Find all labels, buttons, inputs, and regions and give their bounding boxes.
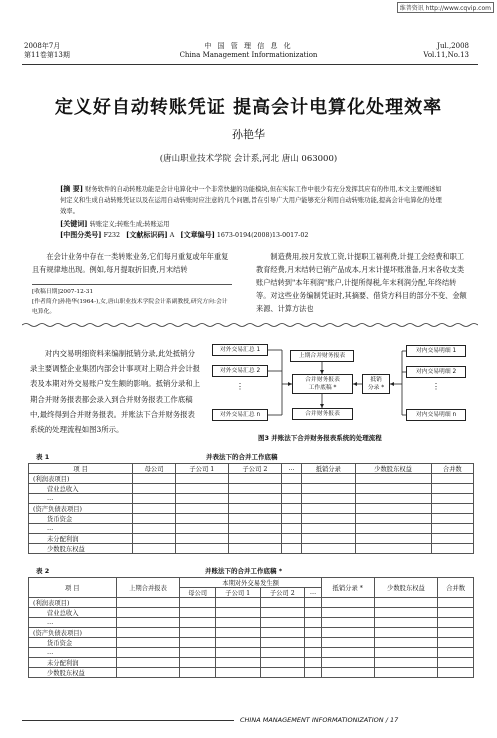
table-cell: [260, 618, 305, 628]
table-cell: [281, 524, 301, 534]
body-right-text: 制造费用,按月发放工资,计提职工福利费,计提工会经费和职工教育经费,月末结转已销产品成本,月末计提坏账准备,月末各收支类账户结转到"本年利润"账户,计提所得税,年末利润分配,年终结转等。对这些业务编制凭证时,其摘要、借贷方科目的部分不变、金额来源、计算方法也: [256, 252, 467, 313]
page-footer: CHINA MANAGEMENT INFORMATIONIZATION / 17: [240, 716, 399, 724]
table-cell: [215, 608, 260, 618]
table-row: [29, 648, 474, 658]
table-cell: [355, 544, 431, 554]
table-cell: [374, 668, 438, 678]
table-cell: [180, 618, 216, 628]
table-cell: [180, 608, 216, 618]
keywords-label: [关键词]: [60, 219, 88, 228]
table1-header-cell: 抵销分录: [302, 464, 356, 474]
table-cell: [302, 534, 356, 544]
table-cell: [175, 494, 228, 504]
table-cell: [133, 474, 175, 484]
table1-header-cell: 项 目: [29, 464, 133, 474]
box-elimination-entries: 抵销 分录 *: [362, 374, 390, 394]
header-issue: 第11卷第13期: [24, 51, 70, 59]
table-row: [29, 668, 474, 678]
table-cell: [228, 484, 281, 494]
table2-label: 表 2: [36, 567, 50, 575]
table-row: [29, 618, 474, 628]
table-cell: [355, 514, 431, 524]
table-cell: [215, 648, 260, 658]
footer-rule: [22, 720, 234, 721]
table-cell: [431, 524, 473, 534]
table-cell: [175, 504, 228, 514]
body-left-column: [32, 250, 232, 276]
section-paragraph: 对内交易明细资料来编制抵销分录,此处抵销分录主要调整企业集团内部会计事项对上期合并会计报表及本期对外交易账户发生额的影响。抵销分录和上期合并财务报表都会录入到合并财务报表工作底稿中,最终得到合并财务报表。并账法下合并财务报表系统的处理流程如图3所示。: [30, 349, 200, 435]
row-label: 营业总收入: [29, 484, 133, 494]
row-label: …: [29, 618, 117, 628]
table2-header-elimination: 抵销分录 *: [321, 578, 374, 598]
table-cell: [302, 484, 356, 494]
table-row: [29, 504, 474, 514]
table2-header-group: 本期对外交易发生额: [180, 578, 322, 588]
body-left-text: 在会计业务中存在一类转账业务,它们每月重复或年年重复且有规律地出现。例如,每月提取折旧费,月末结转: [32, 252, 229, 274]
table-cell: [260, 638, 305, 648]
box-previous-consolidated: 上期合并财务报表: [290, 350, 354, 362]
table-cell: [228, 544, 281, 554]
table-cell: [302, 494, 356, 504]
table2-header-sub: 母公司: [180, 588, 216, 598]
table-cell: [321, 598, 374, 608]
table-cell: [180, 658, 216, 668]
table-cell: [175, 544, 228, 554]
table-cell: [228, 524, 281, 534]
table-row: [29, 628, 474, 638]
journal-title-cn: 中 国 管 理 信 息 化: [204, 42, 293, 50]
table1-header-cell: …: [281, 464, 301, 474]
ellipsis-right: ⋮: [432, 382, 440, 391]
table-cell: [374, 648, 438, 658]
table2-header-sub: …: [305, 588, 322, 598]
table-cell: [305, 638, 322, 648]
table1-header-cell: 合并数: [431, 464, 473, 474]
table-cell: [180, 668, 216, 678]
table-cell: [431, 474, 473, 484]
table-cell: [355, 494, 431, 504]
table-row: [29, 524, 474, 534]
table-cell: [260, 628, 305, 638]
table-cell: [215, 618, 260, 628]
table-row: [29, 494, 474, 504]
row-label: 未分配利润: [29, 658, 117, 668]
header-volume: Vol.11,No.13: [423, 51, 469, 59]
table-cell: [438, 608, 474, 618]
ellipsis-left: ⋮: [236, 382, 244, 391]
section-divider: [22, 322, 478, 328]
table-cell: [355, 504, 431, 514]
row-label: …: [29, 494, 133, 504]
table-cell: [228, 494, 281, 504]
table-cell: [281, 544, 301, 554]
table-cell: [281, 474, 301, 484]
table-cell: [302, 544, 356, 554]
table-cell: [431, 534, 473, 544]
table-cell: [260, 658, 305, 668]
table-row: [29, 638, 474, 648]
table2-header-sub: 子公司 2: [260, 588, 305, 598]
article-number-label: [文章编号]: [180, 230, 215, 239]
box-external-summary-2: 对外交易汇总 2: [212, 365, 268, 377]
table1: [28, 463, 474, 554]
footnote-author: [作者简介]孙艳华(1964-),女,唐山职业技术学院会计系副教授,研究方向:会计电算化。: [32, 299, 228, 315]
table-cell: [180, 628, 216, 638]
box-consolidated-statement: 合并财务报表: [292, 408, 353, 420]
table-cell: [180, 648, 216, 658]
table-cell: [133, 544, 175, 554]
table-cell: [215, 628, 260, 638]
table-cell: [116, 618, 180, 628]
row-label: …: [29, 524, 133, 534]
table1-header-cell: 子公司 2: [228, 464, 281, 474]
abstract-label: [摘 要]: [60, 184, 84, 193]
row-label: 未分配利润: [29, 534, 133, 544]
table-cell: [175, 524, 228, 534]
table-cell: [305, 658, 322, 668]
table-cell: [133, 484, 175, 494]
table1-label: 表 1: [36, 453, 50, 461]
table-cell: [374, 658, 438, 668]
footnote: [32, 284, 232, 317]
table2-header-row-1: [29, 578, 474, 588]
box-internal-detail-2: 对内交易明细 2: [406, 366, 466, 378]
table-cell: [281, 504, 301, 514]
table-cell: [302, 504, 356, 514]
table-cell: [321, 608, 374, 618]
table-cell: [133, 504, 175, 514]
journal-title-en: China Management Informationization: [179, 51, 318, 59]
table1-header-cell: 母公司: [133, 464, 175, 474]
author-name: 孙艳华: [232, 128, 265, 141]
header-right: [423, 42, 469, 60]
row-label: 货币资金: [29, 638, 117, 648]
table-cell: [133, 524, 175, 534]
table-cell: [116, 638, 180, 648]
body-right-column: [256, 250, 470, 315]
box-internal-detail-n: 对内交易明细 n: [406, 409, 466, 421]
table-cell: [305, 628, 322, 638]
table-cell: [281, 484, 301, 494]
table-cell: [305, 608, 322, 618]
table-cell: [228, 504, 281, 514]
table-cell: [305, 618, 322, 628]
table-cell: [431, 494, 473, 504]
row-label: 少数股东权益: [29, 668, 117, 678]
box-external-summary-1: 对外交易汇总 1: [212, 344, 268, 356]
keywords-text: 转账定义;转账生成;转账运用: [89, 221, 170, 228]
header-rule: [22, 64, 478, 65]
table-cell: [260, 648, 305, 658]
table-cell: [133, 494, 175, 504]
header-date: 2008年7月: [24, 42, 61, 50]
table-cell: [321, 668, 374, 678]
table-cell: [374, 608, 438, 618]
table1-title: 并表法下的合并工作底稿: [206, 453, 278, 461]
table-cell: [228, 534, 281, 544]
table-cell: [175, 484, 228, 494]
table-cell: [175, 474, 228, 484]
table-row: [29, 474, 474, 484]
table-cell: [260, 598, 305, 608]
row-label: 少数股东权益: [29, 544, 133, 554]
box-external-summary-n: 对外交易汇总 n: [212, 409, 268, 421]
table-cell: [281, 534, 301, 544]
table-cell: [305, 598, 322, 608]
table-cell: [305, 668, 322, 678]
table-cell: [175, 514, 228, 524]
table-cell: [228, 514, 281, 524]
section-text: [30, 346, 200, 437]
table-row: [29, 544, 474, 554]
table-cell: [302, 514, 356, 524]
classification-line: [60, 229, 445, 241]
table-row: [29, 484, 474, 494]
table-cell: [281, 494, 301, 504]
table-row: [29, 598, 474, 608]
table-cell: [374, 618, 438, 628]
table-cell: [321, 618, 374, 628]
box-internal-detail-1: 对内交易明细 1: [406, 345, 466, 357]
article-number-value: 1673-0194(2008)13-0017-02: [216, 232, 309, 239]
table-cell: [180, 638, 216, 648]
table-cell: [355, 524, 431, 534]
table-cell: [215, 598, 260, 608]
table-row: [29, 534, 474, 544]
table1-header-cell: 子公司 1: [175, 464, 228, 474]
table-cell: [355, 474, 431, 484]
table-cell: [431, 544, 473, 554]
table-cell: [116, 608, 180, 618]
table-cell: [215, 638, 260, 648]
table-cell: [116, 648, 180, 658]
table-cell: [116, 628, 180, 638]
footnote-received: [收稿日期]2007-12-31: [32, 289, 94, 295]
header-date-en: Jul.,2008: [437, 42, 469, 50]
table-cell: [116, 598, 180, 608]
row-label: (资产负债表项目): [29, 504, 133, 514]
table-cell: [321, 628, 374, 638]
table-cell: [431, 514, 473, 524]
table-cell: [438, 648, 474, 658]
row-label: …: [29, 648, 117, 658]
abstract: [60, 183, 445, 217]
table-cell: [133, 534, 175, 544]
author-affiliation: (唐山职业技术学院 会计系,河北 唐山 063000): [159, 154, 338, 164]
row-label: 营业总收入: [29, 608, 117, 618]
table-row: [29, 658, 474, 668]
doc-code-label: [文献标识码]: [126, 230, 168, 239]
table-cell: [431, 484, 473, 494]
table-cell: [215, 668, 260, 678]
watermark: 维普资讯 http://www.cqvip.com: [397, 2, 494, 13]
table-cell: [438, 618, 474, 628]
table2: [28, 577, 474, 678]
table2-title: 并账法下的合并工作底稿 *: [205, 567, 283, 575]
table2-header-total: 合并数: [438, 578, 474, 598]
table2-header-minority: 少数股东权益: [374, 578, 438, 598]
table-row: [29, 608, 474, 618]
abstract-text: 财务软件的自动转账功能是会计电算化中一个非常快捷的功能模块,但在实际工作中很少有充分发挥其应有的作用,本文主要阐述如何定义和生成自动转账凭证以及在运用自动转账时应注意的几个问题,旨在引导广大用户能够充分利用自动转账功能,提高会计电算化的处理效率。: [60, 186, 442, 215]
table-cell: [321, 658, 374, 668]
table-cell: [260, 668, 305, 678]
figure-3: [210, 344, 468, 446]
table-cell: [133, 514, 175, 524]
table-cell: [302, 524, 356, 534]
table2-header-sub: 子公司 1: [215, 588, 260, 598]
table-cell: [180, 598, 216, 608]
table-cell: [355, 534, 431, 544]
row-label: (利润表项目): [29, 598, 117, 608]
row-label: (利润表项目): [29, 474, 133, 484]
table-cell: [215, 658, 260, 668]
table2-header-previous: 上期合并报表: [116, 578, 180, 598]
table2-header-item: 项 目: [29, 578, 117, 598]
table-cell: [228, 474, 281, 484]
table-cell: [305, 648, 322, 658]
table-cell: [302, 474, 356, 484]
table-cell: [116, 658, 180, 668]
clc-value: F232: [103, 232, 121, 239]
table-cell: [431, 504, 473, 514]
table-cell: [175, 534, 228, 544]
table-row: [29, 514, 474, 524]
box-worksheet: 合并财务报表 工作底稿 *: [292, 374, 353, 394]
table-cell: [438, 668, 474, 678]
figure-caption: 图3 并账法下合并财务报表系统的处理流程: [258, 434, 382, 442]
table-cell: [438, 598, 474, 608]
row-label: 货币资金: [29, 514, 133, 524]
table-cell: [355, 484, 431, 494]
table-cell: [321, 648, 374, 658]
clc-label: [中图分类号]: [60, 230, 102, 239]
article-title: 定义好自动转账凭证 提高会计电算化处理效率: [54, 97, 443, 118]
table-cell: [374, 598, 438, 608]
table-cell: [321, 638, 374, 648]
doc-code-value: A: [169, 232, 175, 239]
table-cell: [116, 668, 180, 678]
table1-header-cell: 少数股东权益: [355, 464, 431, 474]
table-cell: [374, 628, 438, 638]
table-cell: [260, 608, 305, 618]
table1-header-row: [29, 464, 474, 474]
table-cell: [438, 638, 474, 648]
table-cell: [438, 628, 474, 638]
table-cell: [438, 658, 474, 668]
table-cell: [374, 638, 438, 648]
row-label: (资产负债表项目): [29, 628, 117, 638]
table-cell: [281, 514, 301, 524]
